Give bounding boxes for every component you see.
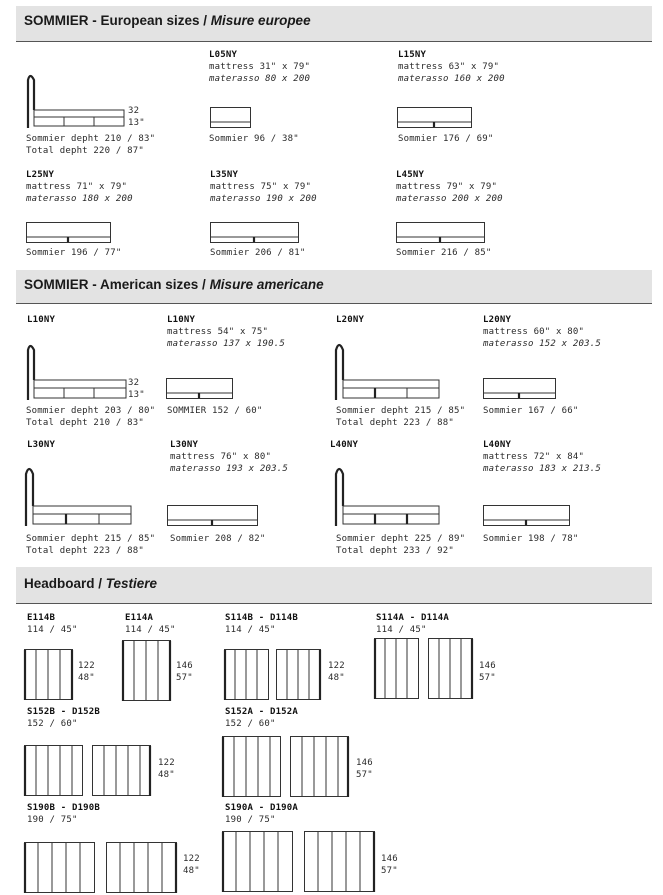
materasso-size: materasso 180 x 200	[26, 194, 133, 204]
sommier-depth: Sommier depht 215 / 85"	[336, 406, 466, 416]
sommier-width: Sommier 208 / 82"	[170, 534, 266, 544]
headboard-width: 114 / 45"	[125, 625, 176, 635]
model-code: L10NY	[167, 315, 196, 325]
model-code: L05NY	[209, 50, 238, 60]
materasso-size: materasso 152 x 203.5	[483, 339, 601, 349]
sommier-side-view	[332, 340, 442, 402]
headboard-height: 146	[356, 758, 373, 768]
headboard-code: E114B	[27, 613, 56, 623]
sommier-front-view	[26, 222, 112, 244]
headboard-code: S190A - D190A	[225, 803, 299, 813]
headboard-drawing	[224, 649, 324, 701]
headboard-height-in: 57"	[356, 770, 373, 780]
headboard-code: S152B - D152B	[27, 707, 101, 717]
headboard-width: 190 / 75"	[225, 815, 276, 825]
sommier-front-view	[483, 378, 557, 400]
headboard-height-in: 57"	[381, 866, 398, 876]
height-sommier: 13"	[128, 118, 145, 128]
sommier-depth: Sommier depht 215 / 85"	[26, 534, 156, 544]
materasso-size: materasso 193 x 203.5	[170, 464, 288, 474]
materasso-size: materasso 190 x 200	[210, 194, 317, 204]
mattress-size: mattress 75" x 79"	[210, 182, 312, 192]
sommier-width: Sommier 96 / 38"	[209, 134, 299, 144]
materasso-size: materasso 160 x 200	[398, 74, 505, 84]
sommier-front-view	[210, 222, 300, 244]
sommier-front-view	[397, 107, 473, 129]
height-total: 32	[128, 106, 140, 116]
headboard-width: 114 / 45"	[27, 625, 78, 635]
mattress-size: mattress 71" x 79"	[26, 182, 128, 192]
mattress-size: mattress 54" x 75"	[167, 327, 269, 337]
sommier-depth: Sommier depht 225 / 89"	[336, 534, 466, 544]
headboard-drawing	[24, 649, 74, 701]
sommier-front-view	[210, 107, 252, 129]
section-header-american	[16, 270, 652, 304]
model-code: L30NY	[170, 440, 199, 450]
model-code: L20NY	[483, 315, 512, 325]
total-depth: Total depht 220 / 87"	[26, 146, 144, 156]
headboard-width: 152 / 60"	[225, 719, 276, 729]
headboard-height: 122	[328, 661, 345, 671]
total-depth: Total depht 223 / 88"	[336, 418, 454, 428]
section-header-european	[16, 6, 652, 42]
section-header-headboard	[16, 567, 652, 604]
headboard-code: S114A - D114A	[376, 613, 450, 623]
headboard-code: S152A - D152A	[225, 707, 299, 717]
sommier-front-view	[396, 222, 486, 244]
headboard-drawing	[222, 831, 378, 893]
materasso-size: materasso 80 x 200	[209, 74, 311, 84]
model-code: L25NY	[26, 170, 55, 180]
materasso-size: materasso 200 x 200	[396, 194, 503, 204]
sommier-front-view	[167, 505, 259, 527]
sommier-width: Sommier 198 / 78"	[483, 534, 579, 544]
headboard-height: 122	[158, 758, 175, 768]
model-code: L30NY	[27, 440, 56, 450]
sommier-width: Sommier 176 / 69"	[398, 134, 494, 144]
headboard-height: 146	[479, 661, 496, 671]
headboard-height: 146	[381, 854, 398, 864]
total-depth: Total depht 223 / 88"	[26, 546, 144, 556]
model-code: L40NY	[483, 440, 512, 450]
section-title: SOMMIER - American sizes / Misure americane	[24, 277, 324, 292]
sommier-width: Sommier 216 / 85"	[396, 248, 492, 258]
headboard-height-in: 48"	[78, 673, 95, 683]
mattress-size: mattress 76" x 80"	[170, 452, 272, 462]
sommier-width: Sommier 167 / 66"	[483, 406, 579, 416]
materasso-size: materasso 137 x 190.5	[167, 339, 285, 349]
mattress-size: mattress 60" x 80"	[483, 327, 585, 337]
headboard-drawing	[24, 842, 180, 894]
materasso-size: materasso 183 x 213.5	[483, 464, 601, 474]
headboard-drawing	[374, 638, 476, 700]
total-depth: Total depht 210 / 83"	[26, 418, 144, 428]
headboard-height-in: 57"	[176, 673, 193, 683]
headboard-code: S114B - D114B	[225, 613, 299, 623]
headboard-code: E114A	[125, 613, 154, 623]
headboard-width: 114 / 45"	[225, 625, 276, 635]
headboard-width: 190 / 75"	[27, 815, 78, 825]
headboard-height: 146	[176, 661, 193, 671]
sommier-depth: Sommier depht 210 / 83"	[26, 134, 156, 144]
model-code: L15NY	[398, 50, 427, 60]
model-code: L10NY	[27, 315, 56, 325]
headboard-height-in: 48"	[158, 770, 175, 780]
sommier-width: SOMMIER 152 / 60"	[167, 406, 263, 416]
sommier-front-view	[483, 505, 571, 527]
section-title: Headboard / Testiere	[24, 576, 158, 591]
headboard-height-in: 57"	[479, 673, 496, 683]
sommier-front-view	[166, 378, 234, 400]
headboard-height: 122	[183, 854, 200, 864]
model-code: L20NY	[336, 315, 365, 325]
height-total: 32	[128, 378, 140, 388]
headboard-width: 152 / 60"	[27, 719, 78, 729]
mattress-size: mattress 63" x 79"	[398, 62, 500, 72]
mattress-size: mattress 31" x 79"	[209, 62, 311, 72]
sommier-side-view	[22, 464, 134, 528]
headboard-height-in: 48"	[328, 673, 345, 683]
total-depth: Total depht 233 / 92"	[336, 546, 454, 556]
sommier-width: Sommier 196 / 77"	[26, 248, 122, 258]
height-sommier: 13"	[128, 390, 145, 400]
headboard-drawing	[24, 745, 154, 797]
sommier-depth: Sommier depht 203 / 80"	[26, 406, 156, 416]
model-code: L40NY	[330, 440, 359, 450]
sommier-side-view	[24, 340, 128, 402]
mattress-size: mattress 72" x 84"	[483, 452, 585, 462]
headboard-height: 122	[78, 661, 95, 671]
model-code: L35NY	[210, 170, 239, 180]
sommier-side-view	[332, 464, 442, 528]
headboard-width: 114 / 45"	[376, 625, 427, 635]
headboard-height-in: 48"	[183, 866, 200, 876]
mattress-size: mattress 79" x 79"	[396, 182, 498, 192]
headboard-drawing	[222, 736, 352, 798]
model-code: L45NY	[396, 170, 425, 180]
headboard-code: S190B - D190B	[27, 803, 101, 813]
headboard-drawing	[122, 640, 172, 702]
sommier-side-view	[24, 70, 128, 130]
sommier-width: Sommier 206 / 81"	[210, 248, 306, 258]
section-title: SOMMIER - European sizes / Misure europee	[24, 13, 311, 28]
